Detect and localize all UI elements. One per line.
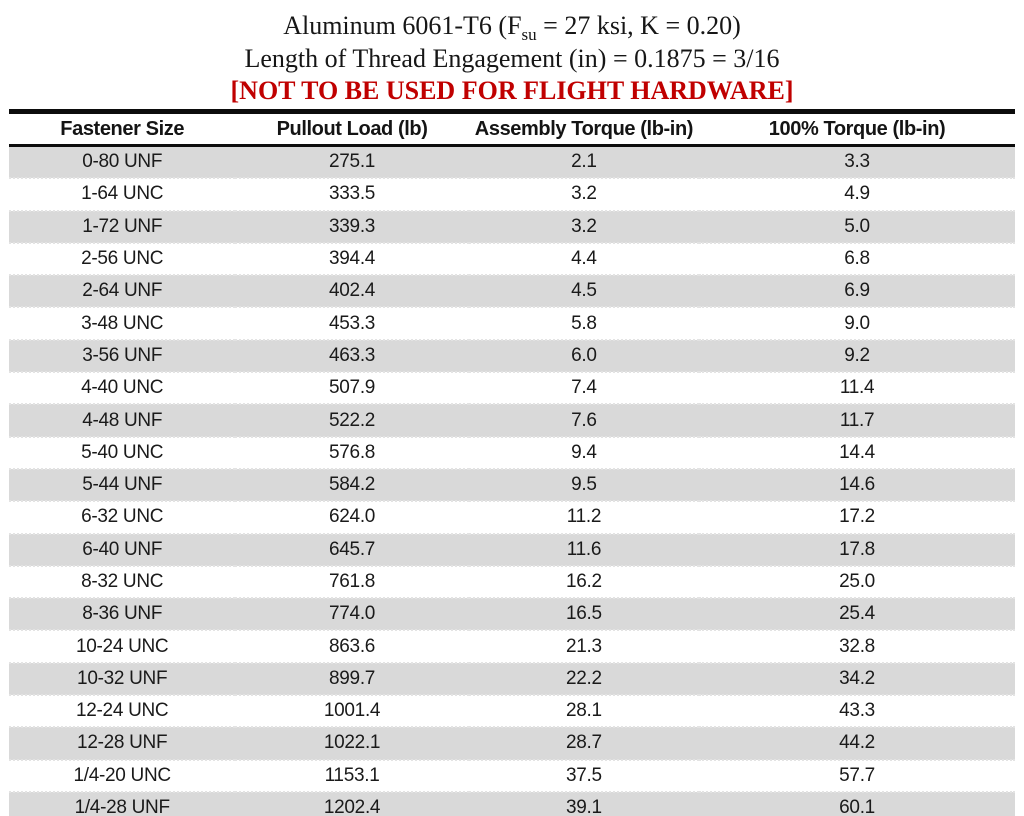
- table-row: [9, 307, 1015, 339]
- table-cell: 463.3: [235, 340, 468, 372]
- table-cell: 584.2: [235, 469, 468, 501]
- table-cell: 863.6: [235, 630, 468, 662]
- table-row: [9, 404, 1015, 436]
- table-cell: 14.6: [699, 469, 1015, 501]
- table-cell: 645.7: [235, 534, 468, 566]
- table-cell: 7.6: [469, 404, 699, 436]
- table-cell: 12-24 UNC: [9, 695, 235, 727]
- table-cell: 16.2: [469, 566, 699, 598]
- table-cell: 28.1: [469, 695, 699, 727]
- table-cell: 624.0: [235, 501, 468, 533]
- table-cell: 7.4: [469, 372, 699, 404]
- table-cell: 5-40 UNC: [9, 437, 235, 469]
- table-cell: 5-44 UNF: [9, 469, 235, 501]
- header-100-torque: 100% Torque (lb-in): [699, 112, 1015, 146]
- table-cell: 899.7: [235, 663, 468, 695]
- table-cell: 8-36 UNF: [9, 598, 235, 630]
- table-cell: 522.2: [235, 404, 468, 436]
- table-cell: 60.1: [699, 792, 1015, 816]
- header-assembly-torque: Assembly Torque (lb-in): [469, 112, 699, 146]
- table-cell: 2.1: [469, 146, 699, 179]
- table-cell: 2-64 UNF: [9, 275, 235, 307]
- table-row: [9, 630, 1015, 662]
- table-cell: 1-64 UNC: [9, 178, 235, 210]
- table-cell: 44.2: [699, 727, 1015, 759]
- table-cell: 28.7: [469, 727, 699, 759]
- table-cell: 1153.1: [235, 760, 468, 792]
- table-cell: 10-24 UNC: [9, 630, 235, 662]
- table-cell: 12-28 UNF: [9, 727, 235, 759]
- table-cell: 2-56 UNC: [9, 243, 235, 275]
- material-title: [0, 9, 1024, 45]
- table-cell: 5.8: [469, 307, 699, 339]
- table-row: [9, 727, 1015, 759]
- table-cell: 0-80 UNF: [9, 146, 235, 179]
- table-cell: 1202.4: [235, 792, 468, 816]
- table-cell: 507.9: [235, 372, 468, 404]
- table-cell: 22.2: [469, 663, 699, 695]
- table-cell: 394.4: [235, 243, 468, 275]
- table-row: [9, 792, 1015, 816]
- table-row: [9, 437, 1015, 469]
- table-cell: 774.0: [235, 598, 468, 630]
- table-row: [9, 372, 1015, 404]
- table-cell: 34.2: [699, 663, 1015, 695]
- thread-engagement-line: Length of Thread Engagement (in) = 0.1875 = 3/16: [244, 44, 780, 73]
- table-cell: 761.8: [235, 566, 468, 598]
- table-cell: 4-48 UNF: [9, 404, 235, 436]
- table-row: [9, 663, 1015, 695]
- table-row: [9, 469, 1015, 501]
- table-cell: 6-32 UNC: [9, 501, 235, 533]
- table-cell: 11.4: [699, 372, 1015, 404]
- table-cell: 6.8: [699, 243, 1015, 275]
- table-cell: 57.7: [699, 760, 1015, 792]
- table-cell: 17.8: [699, 534, 1015, 566]
- table-row: [9, 566, 1015, 598]
- table-cell: 10-32 UNF: [9, 663, 235, 695]
- title-block: [0, 0, 1024, 107]
- fsu-subscript: su: [521, 25, 537, 45]
- table-cell: 14.4: [699, 437, 1015, 469]
- table-cell: 11.2: [469, 501, 699, 533]
- material-title-prefix: Aluminum 6061-T6 (F: [283, 11, 522, 40]
- table-cell: 9.2: [699, 340, 1015, 372]
- table-row: [9, 501, 1015, 533]
- table-cell: 3.3: [699, 146, 1015, 179]
- table-header-row: [9, 112, 1015, 146]
- table-cell: 333.5: [235, 178, 468, 210]
- flight-hardware-warning: [NOT TO BE USED FOR FLIGHT HARDWARE]: [230, 76, 794, 105]
- table-cell: 9.0: [699, 307, 1015, 339]
- table-row: [9, 760, 1015, 792]
- table-row: [9, 146, 1015, 179]
- table-cell: 453.3: [235, 307, 468, 339]
- table-row: [9, 598, 1015, 630]
- table-cell: 1001.4: [235, 695, 468, 727]
- table-cell: 6-40 UNF: [9, 534, 235, 566]
- table-cell: 8-32 UNC: [9, 566, 235, 598]
- table-cell: 275.1: [235, 146, 468, 179]
- table-cell: 1022.1: [235, 727, 468, 759]
- table-cell: 4.5: [469, 275, 699, 307]
- fastener-torque-table: [9, 109, 1015, 816]
- table-cell: 43.3: [699, 695, 1015, 727]
- table-cell: 3-56 UNF: [9, 340, 235, 372]
- table-cell: 11.7: [699, 404, 1015, 436]
- table-body: [9, 146, 1015, 816]
- table-cell: 3-48 UNC: [9, 307, 235, 339]
- table-cell: 576.8: [235, 437, 468, 469]
- table-cell: 4.4: [469, 243, 699, 275]
- table-row: [9, 534, 1015, 566]
- table-cell: 32.8: [699, 630, 1015, 662]
- table-cell: 4.9: [699, 178, 1015, 210]
- table-cell: 21.3: [469, 630, 699, 662]
- header-fastener-size: Fastener Size: [9, 112, 235, 146]
- table-cell: 4-40 UNC: [9, 372, 235, 404]
- table-cell: 339.3: [235, 211, 468, 243]
- table-cell: 3.2: [469, 211, 699, 243]
- table-row: [9, 275, 1015, 307]
- table-cell: 6.9: [699, 275, 1015, 307]
- table-cell: 402.4: [235, 275, 468, 307]
- table-cell: 25.0: [699, 566, 1015, 598]
- table-cell: 1/4-20 UNC: [9, 760, 235, 792]
- table-cell: 3.2: [469, 178, 699, 210]
- table-cell: 9.5: [469, 469, 699, 501]
- table-cell: 1-72 UNF: [9, 211, 235, 243]
- table-row: [9, 178, 1015, 210]
- table-row: [9, 695, 1015, 727]
- table-cell: 11.6: [469, 534, 699, 566]
- table-cell: 17.2: [699, 501, 1015, 533]
- table-row: [9, 340, 1015, 372]
- table-cell: 9.4: [469, 437, 699, 469]
- table-cell: 1/4-28 UNF: [9, 792, 235, 816]
- table-row: [9, 211, 1015, 243]
- table-cell: 39.1: [469, 792, 699, 816]
- table-row: [9, 243, 1015, 275]
- header-pullout-load: Pullout Load (lb): [235, 112, 468, 146]
- table-cell: 37.5: [469, 760, 699, 792]
- table-cell: 16.5: [469, 598, 699, 630]
- material-title-suffix: = 27 ksi, K = 0.20): [536, 11, 741, 40]
- table-cell: 25.4: [699, 598, 1015, 630]
- table-cell: 5.0: [699, 211, 1015, 243]
- table-cell: 6.0: [469, 340, 699, 372]
